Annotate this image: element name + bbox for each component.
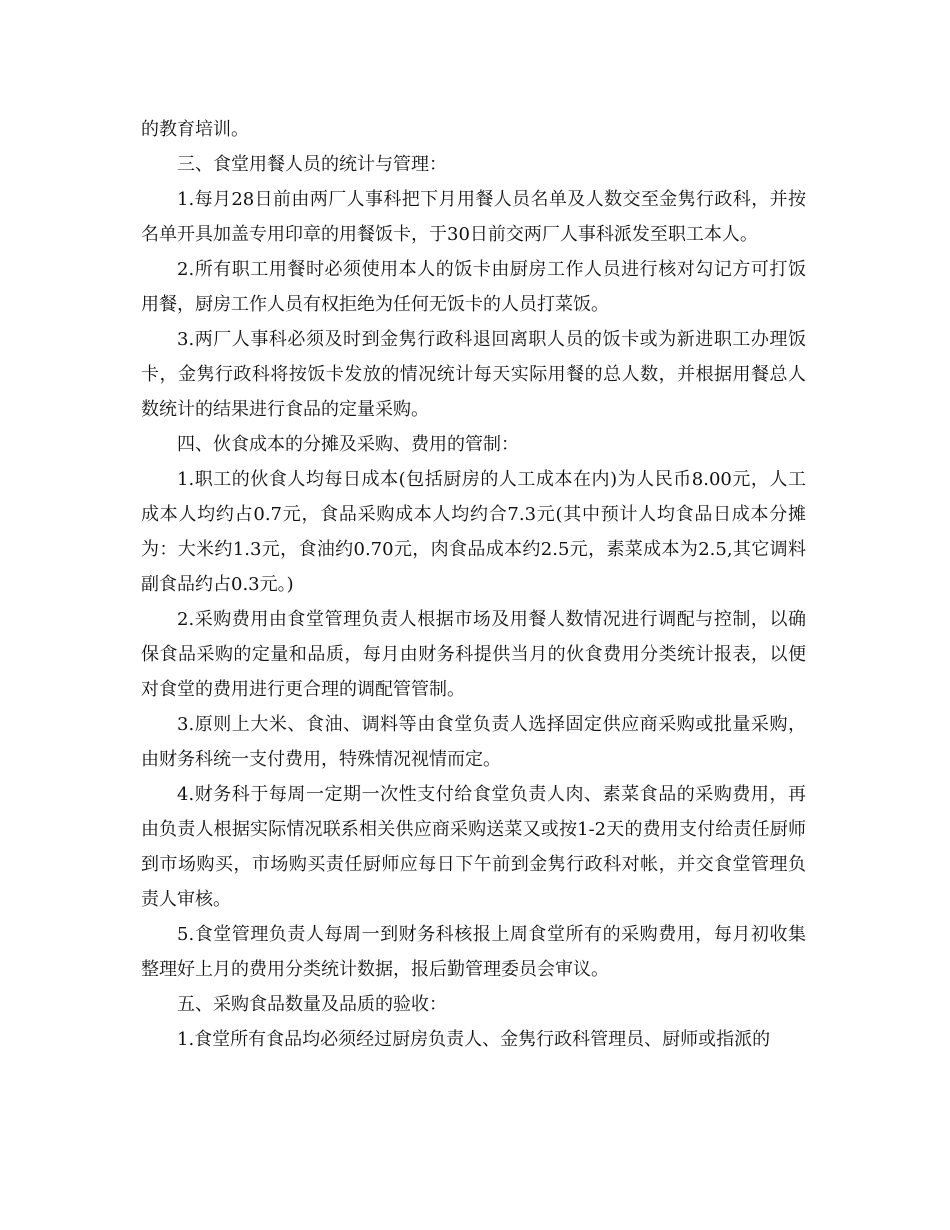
paragraph-4-4: 4.财务科于每周一定期一次性支付给食堂负责人肉、素菜食品的采购费用，再由负责人根据实际情况联系相关供应商采购送菜又或按1-2天的费用支付给责任厨师到市场购买，市场购买责任厨师应每日下午前到金隽行政科对帐，并交食堂管理负责人审核。	[141, 784, 806, 910]
paragraph-continuation: 的教育培训。	[141, 119, 249, 140]
paragraph-4-5: 5.食堂管理负责人每周一到财务科核报上周食堂所有的采购费用，每月初收集整理好上月的费用分类统计数据，报后勤管理委员会审议。	[141, 924, 806, 980]
paragraph-5-1: 1.食堂所有食品均必须经过厨房负责人、金隽行政科管理员、厨师或指派的	[177, 1029, 771, 1050]
section-heading-4: 四、伙食成本的分摊及采购、费用的管制：	[177, 434, 519, 455]
paragraph-3-3: 3.两厂人事科必须及时到金隽行政科退回离职人员的饭卡或为新进职工办理饭卡，金隽行政科将按饭卡发放的情况统计每天实际用餐的总人数，并根据用餐总人数统计的结果进行食品的定量采购。	[141, 329, 806, 420]
section-heading-5: 五、采购食品数量及品质的验收：	[177, 994, 447, 1015]
paragraph-3-2: 2.所有职工用餐时必须使用本人的饭卡由厨房工作人员进行核对勾记方可打饭用餐，厨房工作人员有权拒绝为任何无饭卡的人员打菜饭。	[141, 259, 806, 315]
paragraph-3-1: 1.每月28日前由两厂人事科把下月用餐人员名单及人数交至金隽行政科，并按名单开具加盖专用印章的用餐饭卡，于30日前交两厂人事科派发至职工本人。	[141, 189, 806, 245]
paragraph-4-2: 2.采购费用由食堂管理负责人根据市场及用餐人数情况进行调配与控制，以确保食品采购的定量和品质，每月由财务科提供当月的伙食费用分类统计报表，以便对食堂的费用进行更合理的调配管管制。	[141, 609, 806, 700]
paragraph-4-1: 1.职工的伙食人均每日成本(包括厨房的人工成本在内)为人民币8.00元，人工成本人均约占0.7元，食品采购成本人均约合7.3元(其中预计人均食品日成本分摊为：大米约1.3元，食油约0.70元，肉食品成本约2.5元，素菜成本为2.5,其它调料副食品约占0.3元。)	[141, 469, 806, 595]
section-heading-3: 三、食堂用餐人员的统计与管理：	[177, 154, 447, 175]
document-body	[141, 112, 806, 1057]
paragraph-4-3: 3.原则上大米、食油、调料等由食堂负责人选择固定供应商采购或批量采购，由财务科统一支付费用，特殊情况视情而定。	[141, 714, 806, 770]
